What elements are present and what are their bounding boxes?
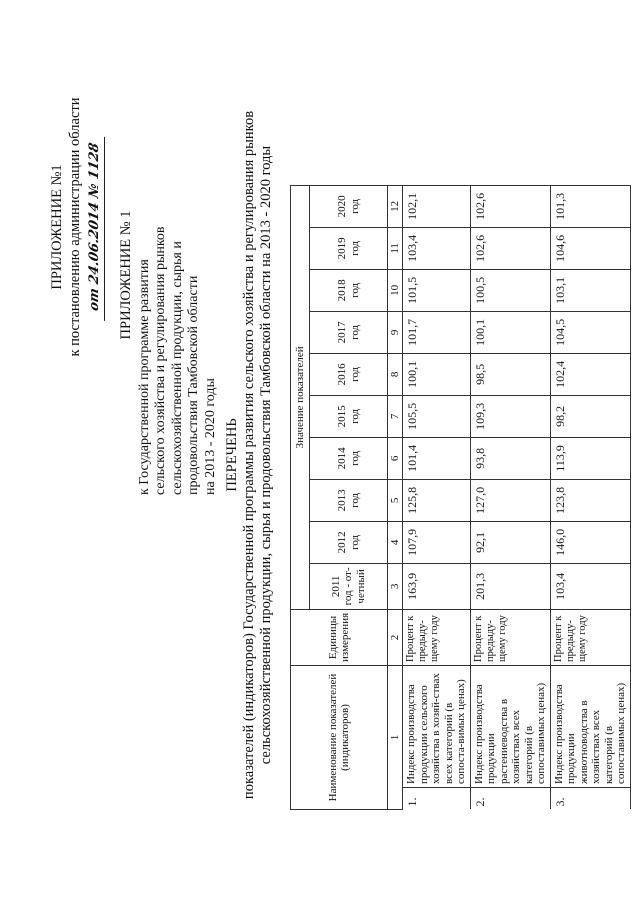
column-number: 8: [388, 353, 403, 395]
row-unit: Процент к предыду-щему году: [550, 609, 630, 665]
row-value: 109,3: [470, 395, 550, 437]
column-number: 3: [388, 563, 403, 609]
column-number-row: [388, 185, 403, 809]
column-number: 9: [388, 311, 403, 353]
column-number: 4: [388, 521, 403, 563]
appendix-program-line: сельского хозяйства и регулирования рынков: [153, 226, 168, 495]
row-value: 98,2: [550, 395, 630, 437]
row-indicator-name: Индекс производства продукции растениеводства в хозяйствах всех категорий (в сопоставимых ценах): [470, 666, 550, 788]
row-indicator-name: Индекс производства продукции сельского хозяйства в хозяй-ствах всех категорий (в сопоста-вимых ценах): [403, 666, 471, 788]
row-value: 93,8: [470, 437, 550, 479]
row-unit: Процент к предыду-щему году: [470, 609, 550, 665]
column-number: 7: [388, 395, 403, 437]
row-value: 104,5: [550, 311, 630, 353]
row-value: 104,6: [550, 227, 630, 269]
row-value: 102,6: [470, 227, 550, 269]
document-title-block: [224, 45, 275, 865]
appendix-main-title: ПРИЛОЖЕНИЕ №1: [49, 164, 65, 290]
row-value: 146,0: [550, 521, 630, 563]
row-value: 163,9: [403, 563, 471, 609]
row-value: 105,5: [403, 395, 471, 437]
column-number: 11: [388, 227, 403, 269]
row-value: 101,4: [403, 437, 471, 479]
header-unit: Единицы измерения: [291, 609, 388, 665]
appendix-program-line: сельскохозяйственной продукции, сырья и: [169, 241, 185, 495]
column-number: 6: [388, 437, 403, 479]
header-year: 2011 год - от-четный: [310, 563, 388, 609]
appendix-main-line: к постановлению администрации области: [67, 97, 83, 357]
row-index: 2.: [470, 788, 550, 810]
handwritten-date-number: от 24.06.2014 № 1128: [86, 133, 105, 321]
column-number: 1: [388, 666, 403, 810]
table-row: [550, 185, 630, 809]
row-indicator-name: Индекс производства продукции животноводства в хозяйствах всех категорий (в сопоставимых ценах): [550, 666, 630, 788]
column-number: 10: [388, 269, 403, 311]
indicators-table: [290, 185, 631, 810]
column-number: 5: [388, 479, 403, 521]
row-value: 102,4: [550, 353, 630, 395]
row-value: 201,3: [470, 563, 550, 609]
row-value: 100,5: [470, 269, 550, 311]
header-year: 2014 год: [310, 437, 388, 479]
row-value: 101,7: [403, 311, 471, 353]
header-year: 2013 год: [310, 479, 388, 521]
header-year: 2012 год: [310, 521, 388, 563]
header-year: 2015 год: [310, 395, 388, 437]
header-year: 2016 год: [310, 353, 388, 395]
row-value: 103,4: [403, 227, 471, 269]
appendix-main-block: [48, 17, 105, 437]
row-value: 102,1: [403, 185, 471, 227]
row-value: 127,0: [470, 479, 550, 521]
appendix-program-block: [118, 55, 219, 495]
row-value: 113,9: [550, 437, 630, 479]
table-row: [470, 185, 550, 809]
row-index: 1.: [403, 788, 471, 810]
row-value: 101,5: [403, 269, 471, 311]
header-year: 2017 год: [310, 311, 388, 353]
row-value: 98,5: [470, 353, 550, 395]
column-number: 12: [388, 185, 403, 227]
header-year: 2019 год: [310, 227, 388, 269]
table-row: [403, 185, 471, 809]
header-values: Значение показателей: [291, 185, 310, 609]
appendix-program-line: к Государственной программе развития: [136, 259, 152, 495]
row-index: 3.: [550, 788, 630, 810]
row-value: 100,1: [403, 353, 471, 395]
row-value: 100,1: [470, 311, 550, 353]
document-title-line: сельскохозяйственной продукции, сырья и продовольствия Тамбовской области на 2013 - 2020 годы: [258, 145, 274, 765]
table-header-row: [291, 185, 310, 809]
header-year: 2020 год: [310, 185, 388, 227]
column-number: 2: [388, 609, 403, 665]
row-unit: Процент к предыду-щему году: [403, 609, 471, 665]
document-title-line: показателей (индикаторов) Государственной программы развития сельского хозяйства и регулирования рынков: [241, 110, 257, 800]
row-value: 101,3: [550, 185, 630, 227]
appendix-program-title: ПРИЛОЖЕНИЕ № 1: [118, 210, 134, 340]
row-value: 103,4: [550, 563, 630, 609]
header-indicator-name: Наименование показателей (индикаторов): [291, 666, 388, 810]
document-heading: ПЕРЕЧЕНЬ: [224, 418, 240, 492]
row-value: 102,6: [470, 185, 550, 227]
header-year: 2018 год: [310, 269, 388, 311]
appendix-program-line: на 2013 - 2020 годы: [202, 378, 218, 495]
row-value: 125,8: [403, 479, 471, 521]
row-value: 92,1: [470, 521, 550, 563]
row-value: 123,8: [550, 479, 630, 521]
row-value: 107,9: [403, 521, 471, 563]
row-value: 103,1: [550, 269, 630, 311]
appendix-program-line: продовольствия Тамбовской области: [186, 275, 201, 495]
